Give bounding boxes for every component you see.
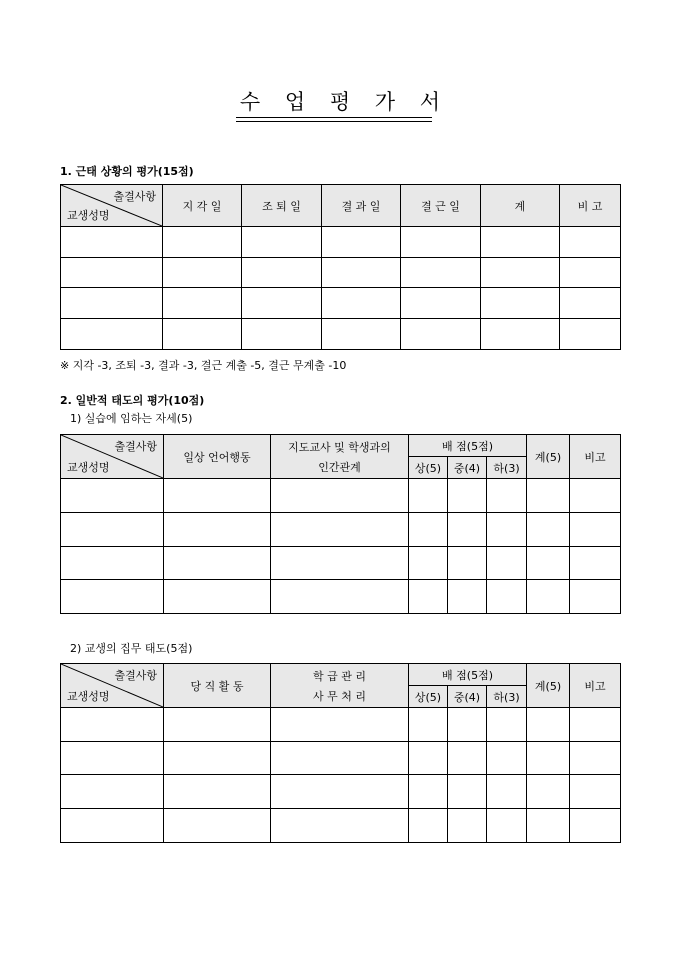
practice-corner-bottom: 교생성명 [67,461,110,474]
attendance-corner-cell [61,185,163,227]
col-score-high: 상(5) [409,686,448,708]
attendance-header-row [61,185,621,227]
col-class-management [271,664,409,708]
deduction-note: ※ 지각 -3, 조퇴 -3, 결과 -3, 결근 계출 -5, 결근 무계출 -10 [60,359,347,372]
col-total: 계 [481,185,560,227]
table-row [61,288,621,319]
duty-corner-cell [61,664,164,708]
table-row [61,319,621,350]
col-class-management-line1: 학 급 관 리 [313,669,366,683]
col-class-management-line2: 사 무 처 리 [313,689,366,703]
col-remarks: 비 고 [560,185,621,227]
table-row [61,227,621,258]
sub2-label: 2) 교생의 집무 태도(5점) [70,642,193,655]
col-score-high: 상(5) [409,457,448,479]
duty-header-row-1 [61,664,621,686]
table-row [61,258,621,288]
title-underline-1 [236,117,432,118]
col-total: 계(5) [527,664,570,708]
practice-corner-top: 출결사항 [114,440,157,453]
col-relationships-line1: 지도교사 및 학생과의 [288,440,391,454]
duty-corner-bottom: 교생성명 [67,690,110,703]
col-score-header: 배 점(5점) [409,664,527,686]
duty-attitude-table [60,663,621,843]
table-row [61,809,621,843]
col-relationships [271,435,409,479]
col-late-days: 지 각 일 [163,185,242,227]
col-relationships-line2: 인간관계 [318,460,361,474]
title-underline-2 [236,121,432,122]
practice-corner-cell [61,435,164,479]
table-row [61,580,621,614]
col-early-leave-days: 조 퇴 일 [242,185,322,227]
table-row [61,547,621,580]
col-remarks: 비고 [570,435,621,479]
col-remarks: 비고 [570,664,621,708]
practice-attitude-table [60,434,621,614]
practice-header-row-1 [61,435,621,457]
col-absent-class-days: 결 과 일 [322,185,401,227]
table-row [61,479,621,513]
col-total: 계(5) [527,435,570,479]
attendance-table [60,184,621,350]
section1-heading: 1. 근태 상황의 평가(15점) [60,165,194,178]
table-row [61,775,621,809]
table-row [61,708,621,742]
col-absent-days: 결 근 일 [401,185,481,227]
table-row [61,513,621,547]
page-title: 수 업 평 가 서 [239,90,450,114]
attendance-corner-bottom: 교생성명 [67,209,110,222]
table-row [61,742,621,775]
col-score-low: 하(3) [487,686,527,708]
col-score-header: 배 점(5점) [409,435,527,457]
attendance-corner-top: 출결사항 [113,190,156,203]
col-daily-language: 일상 언어행동 [164,435,271,479]
col-score-mid: 중(4) [448,686,487,708]
col-duty-activity: 당 직 활 동 [164,664,271,708]
col-score-low: 하(3) [487,457,527,479]
col-score-mid: 중(4) [448,457,487,479]
sub1-label: 1) 실습에 임하는 자세(5) [70,412,193,425]
section2-heading: 2. 일반적 태도의 평가(10점) [60,394,205,407]
duty-corner-top: 출결사항 [114,669,157,682]
